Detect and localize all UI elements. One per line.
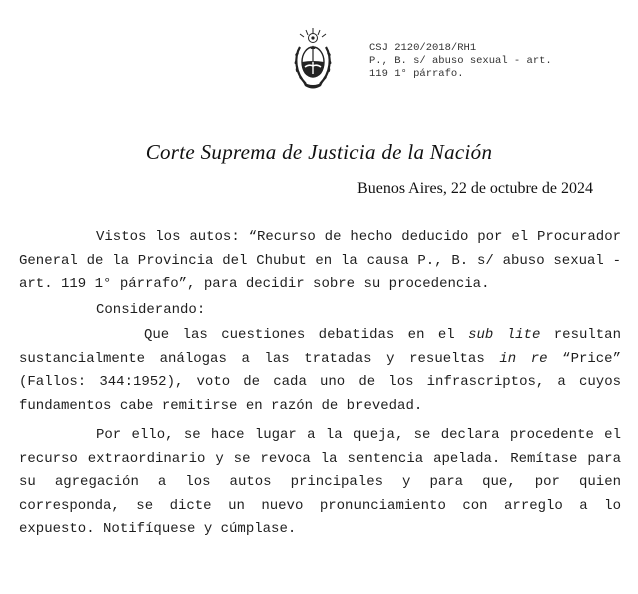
case-number: CSJ 2120/2018/RH1: [369, 42, 477, 54]
court-title: Corte Suprema de Justicia de la Nación: [145, 140, 493, 164]
considerando-text-b: resultan sustancialmente análogas a las tratadas y resueltas: [19, 327, 621, 367]
considerando-text-a: Que las cuestiones debatidas en el: [144, 327, 469, 343]
in-re-term: in re: [499, 350, 548, 367]
date-line: Buenos Aires, 22 de octubre de 2024: [357, 180, 593, 197]
por-ello-paragraph: Por ello, se hace lugar a la queja, se declara procedente el recurso extraordinario y se revoca la sentencia apelada. Remítase para su agregación a los autos principales y para que, por quien corresponda, se dicte un nuevo pronunciamiento con arreglo a lo expuesto. Notifíquese y cúmplase.: [19, 427, 621, 537]
coat-of-arms-seal: [291, 27, 335, 93]
case-reference: [369, 42, 552, 81]
vistos-paragraph: Vistos los autos: “Recurso de hecho deducido por el Procurador General de la Provincia del Chubut en la causa P., B. s/ abuso sexual - art. 119 1° párrafo”, para decidir sobre su procedencia.: [19, 229, 621, 292]
case-caption-line-1: P., B. s/ abuso sexual - art.: [369, 55, 552, 67]
case-caption-line-2: 119 1° párrafo.: [369, 68, 464, 80]
considerando-text-c: “Price” (Fallos: 344:1952), voto de cada uno de los infrascriptos, a cuyos fundamentos cabe remitirse en razón de brevedad.: [19, 350, 621, 414]
considerando-paragraph: [19, 324, 621, 418]
sub-lite-term: sub lite: [468, 327, 541, 343]
considerando-heading: Considerando:: [96, 301, 206, 318]
ruling-text: [19, 226, 621, 542]
